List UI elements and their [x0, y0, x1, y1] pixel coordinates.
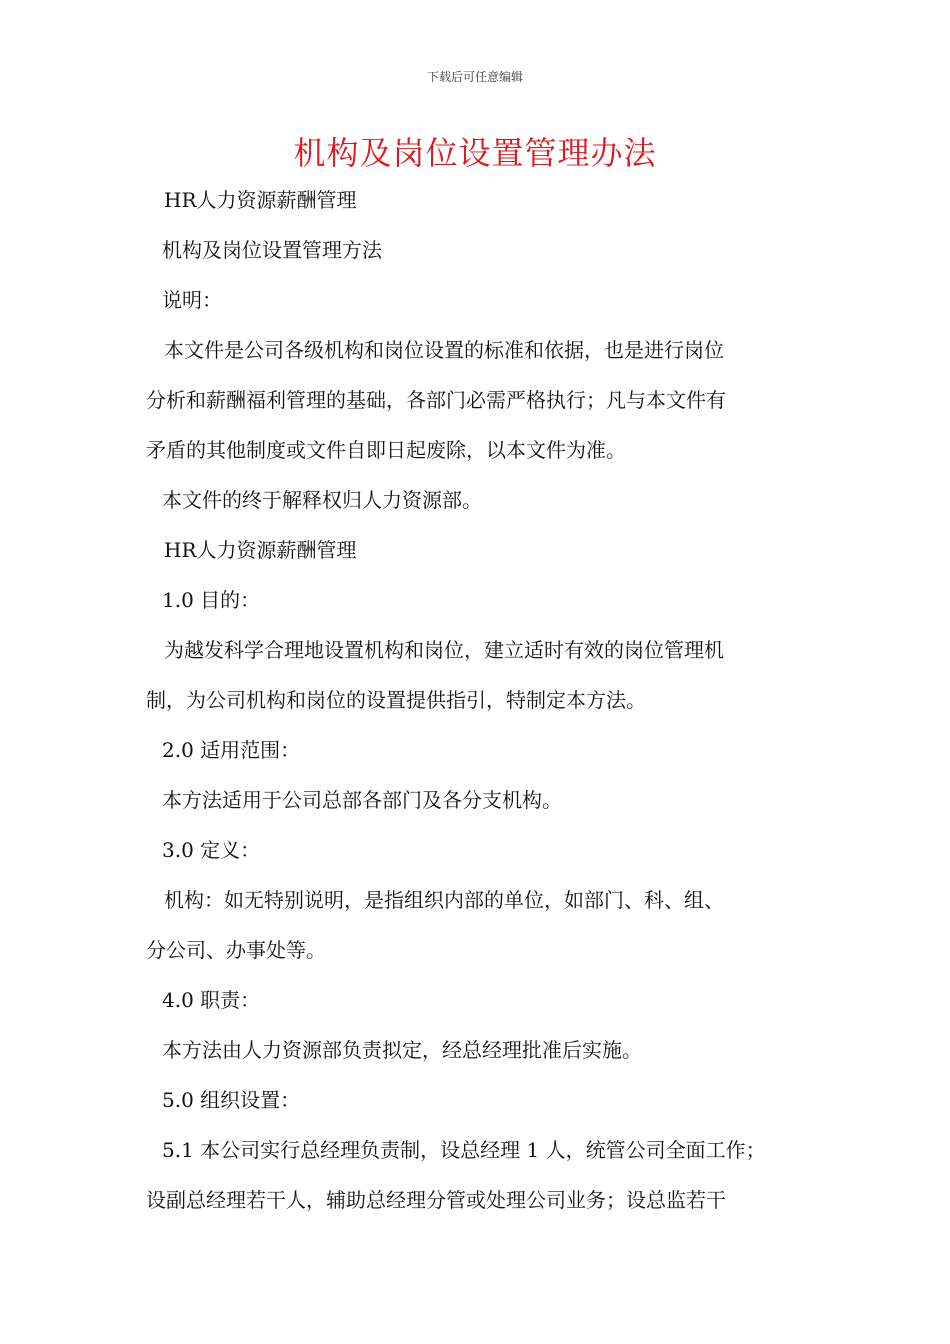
body-line: 说明： — [162, 288, 222, 312]
header-note: 下载后可任意编辑 — [426, 70, 523, 84]
body-line: 本文件的终于解释权归人力资源部。 — [162, 488, 482, 512]
body-line: 1.0 目的： — [162, 588, 261, 612]
body-line: 机构：如无特别说明，是指组织内部的单位，如部门、科、组、 — [164, 888, 724, 912]
body-line: 本方法适用于公司总部各部门及各分支机构。 — [162, 788, 562, 812]
body-line: 为越发科学合理地设置机构和岗位，建立适时有效的岗位管理机 — [164, 638, 724, 662]
body-line: 机构及岗位设置管理方法 — [162, 238, 382, 262]
body-line: 设副总经理若干人，辅助总经理分管或处理公司业务；设总监若干 — [146, 1188, 726, 1212]
body-line: 矛盾的其他制度或文件自即日起废除，以本文件为准。 — [146, 438, 626, 462]
body-line: 分析和薪酬福利管理的基础，各部门必需严格执行；凡与本文件有 — [146, 388, 726, 412]
body-line: 5.0 组织设置： — [162, 1088, 301, 1112]
body-line: HR人力资源薪酬管理 — [164, 188, 357, 212]
document-body — [146, 175, 826, 1225]
body-line: 制，为公司机构和岗位的设置提供指引，特制定本方法。 — [146, 688, 646, 712]
body-line: 本文件是公司各级机构和岗位设置的标准和依据，也是进行岗位 — [164, 338, 724, 362]
document-title: 机构及岗位设置管理办法 — [293, 134, 657, 172]
body-line: 4.0 职责： — [162, 988, 261, 1012]
body-line: 分公司、办事处等。 — [146, 938, 326, 962]
body-line: 3.0 定义： — [162, 838, 261, 862]
body-line: 5.1 本公司实行总经理负责制，设总经理 1 人，统管公司全面工作； — [162, 1138, 766, 1162]
body-line: HR人力资源薪酬管理 — [164, 538, 357, 562]
body-line: 本方法由人力资源部负责拟定，经总经理批准后实施。 — [162, 1038, 642, 1062]
body-line: 2.0 适用范围： — [162, 738, 301, 762]
